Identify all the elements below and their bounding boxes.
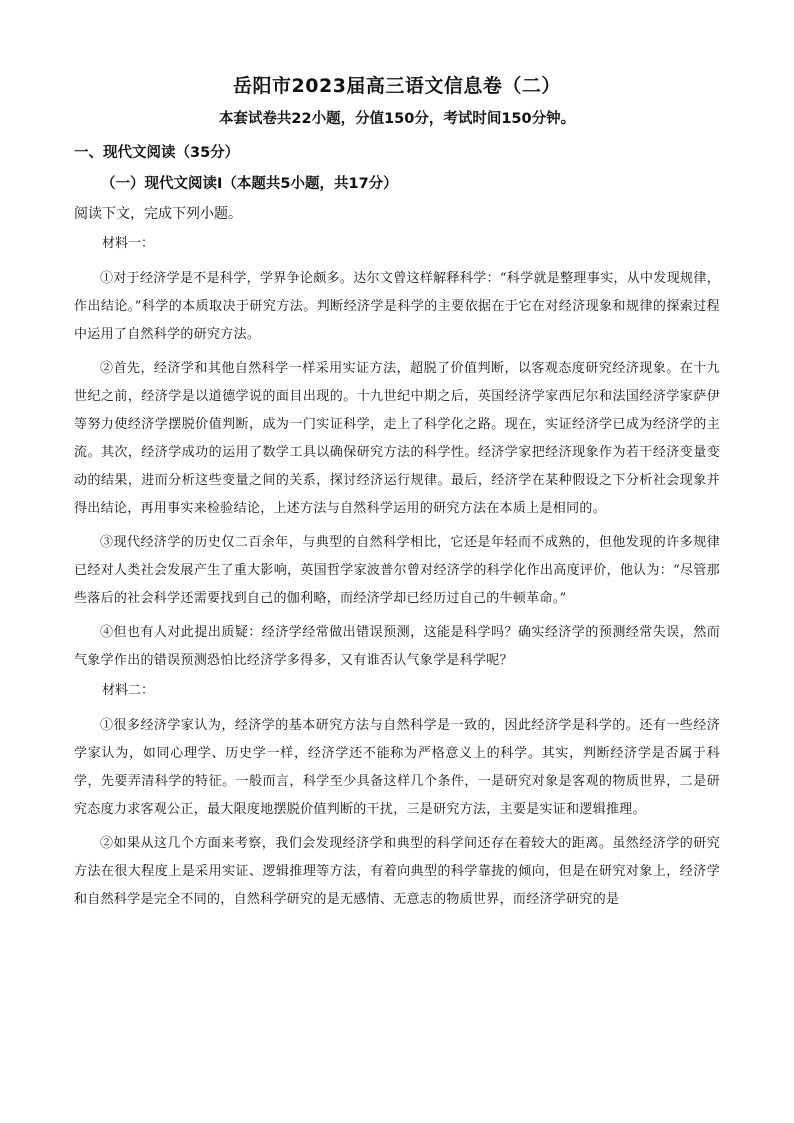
material-2-paragraph: ①很多经济学家认为，经济学的基本研究方法与自然科学是一致的，因此经济学是科学的。还有一些经济学家认为，如同心理学、历史学一样，经济学还不能称为严格意义上的科学。其实，判断经济学是否属于科学，先要弄清科学的特征。一般而言，科学至少具备这样几个条件，一是研究对象是客观的物质世界，二是研究态度力求客观公正，最大限度地摆脱价值判断的干扰，三是研究方法，主要是实证和逻辑推理。 bbox=[74, 718, 720, 817]
subsection-heading: （一）现代文阅读Ⅰ（本题共5小题，共17分） bbox=[101, 176, 398, 192]
material-1-paragraph: ④但也有人对此提出质疑：经济学经常做出错误预测，这能是科学吗？确实经济学的预测经常失误，然而气象学作出的错误预测恐怕比经济学多得多，又有谁否认气象学是科学呢？ bbox=[74, 625, 720, 668]
reading-passage bbox=[74, 234, 720, 920]
material-1-label: 材料一： bbox=[102, 236, 155, 251]
reading-instruction: 阅读下文，完成下列小题。 bbox=[74, 206, 242, 222]
section-heading: 一、现代文阅读（35分） bbox=[74, 145, 240, 161]
document-title: 岳阳市2023届高三语文信息卷（二） bbox=[233, 75, 561, 97]
material-1-paragraph: ②首先，经济学和其他自然科学一样采用实证方法，超脱了价值判断，以客观态度研究经济现象。在十九世纪之前，经济学是以道德学说的面目出现的。十九世纪中期之后，英国经济学家西尼尔和法国经济学家萨伊等努力使经济学摆脱价值判断，成为一门实证科学，走上了科学化之路。现在，实证经济学已成为经济学的主流。其次，经济学成功的运用了数学工具以确保研究方法的科学性。经济学家把经济现象作为若干经济变量变动的结果，进而分析这些变量之间的关系，探讨经济运行规律。最后，经济学在某种假设之下分析社会现象并得出结论，再用事实来检验结论，上述方法与自然科学运用的研究方法在本质上是相同的。 bbox=[74, 361, 720, 516]
material-2-paragraph: ②如果从这几个方面来考察，我们会发现经济学和典型的科学间还存在着较大的距离。虽然经济学的研究方法在很大程度上是采用实证、逻辑推理等方法，有着向典型的科学靠拢的倾向，但是在研究对象上，经济学和自然科学是完全不同的，自然科学研究的是无感情、无意志的物质世界，而经济学研究的是 bbox=[74, 836, 720, 907]
exam-info: 本套试卷共22小题，分值150分，考试时间150分钟。 bbox=[218, 111, 576, 127]
material-2-label: 材料二： bbox=[102, 683, 155, 698]
material-1-paragraph: ③现代经济学的历史仅二百余年，与典型的自然科学相比，它还是年轻而不成熟的，但他发现的许多规律已经对人类社会发展产生了重大影响，英国哲学家波普尔曾对经济学的科学化作出高度评价，他认为：“尽管那些落后的社会科学还需要找到自己的伽利略，而经济学却已经历过自己的牛顿革命。” bbox=[74, 535, 720, 606]
material-1-paragraph: ①对于经济学是不是科学，学界争论颇多。达尔文曾这样解释科学：“科学就是整理事实，从中发现规律，作出结论。”科学的本质取决于研究方法。判断经济学是科学的主要依据在于它在对经济现象和规律的探索过程中运用了自然科学的研究方法。 bbox=[74, 271, 720, 342]
